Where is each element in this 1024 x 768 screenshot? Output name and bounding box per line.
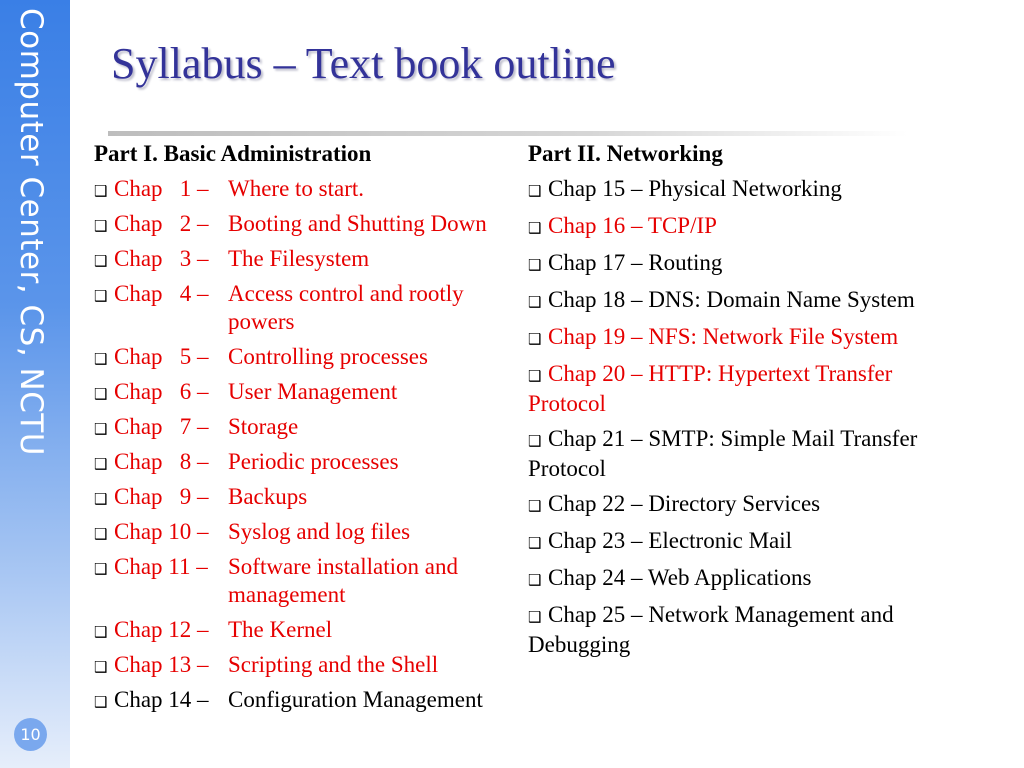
- checkbox-bullet-icon: ❑: [528, 534, 542, 552]
- chapter-lead: [528, 491, 643, 516]
- chapter-lead: [94, 553, 208, 583]
- chapter-title: Web Applications: [647, 565, 812, 590]
- chapter-title: DNS: Domain Name System: [648, 287, 915, 312]
- chapter-item: [528, 323, 968, 353]
- checkbox-bullet-icon: ❑: [528, 608, 542, 626]
- chapter-number: Chap 3 –: [114, 246, 209, 271]
- chapter-lead: [528, 602, 643, 627]
- chapter-lead: [94, 616, 209, 646]
- chapter-title: Directory Services: [648, 491, 821, 516]
- checkbox-bullet-icon: ❑: [528, 367, 542, 385]
- chapter-title: User Management: [228, 379, 398, 404]
- chapter-number: Chap 14 –: [114, 687, 209, 712]
- checkbox-bullet-icon: ❑: [94, 623, 108, 641]
- chapter-title: Configuration Management: [228, 687, 483, 712]
- chapter-lead: [528, 528, 643, 553]
- chapter-title: Software installation and management: [228, 554, 458, 607]
- chapter-item: [94, 378, 522, 406]
- checkbox-bullet-icon: ❑: [528, 182, 542, 200]
- sidebar-label: Computer Center, CS, NCTU: [13, 8, 49, 456]
- chapter-number: Chap 10 –: [114, 519, 209, 544]
- checkbox-bullet-icon: ❑: [528, 571, 542, 589]
- chapter-number: Chap 16 –: [548, 213, 643, 238]
- chapter-item: [94, 280, 522, 336]
- part-2-heading: Part II. Networking: [528, 141, 723, 166]
- part-1-heading: Part I. Basic Administration: [94, 141, 372, 166]
- chapter-item: [528, 286, 968, 316]
- checkbox-bullet-icon: ❑: [94, 182, 108, 200]
- chapter-title: HTTP: Hypertext Transfer Protocol: [528, 361, 893, 416]
- chapter-item: [528, 527, 968, 557]
- chapter-title: Periodic processes: [228, 449, 399, 474]
- checkbox-bullet-icon: ❑: [94, 385, 108, 403]
- chapter-title: Syslog and log files: [228, 519, 411, 544]
- chapter-number: Chap 6 –: [114, 379, 209, 404]
- chapter-item: [94, 518, 522, 546]
- chapter-item: [528, 601, 968, 659]
- chapter-lead: [94, 280, 209, 310]
- part-2-chapter-list: [528, 175, 968, 659]
- chapter-item: [94, 245, 522, 273]
- checkbox-bullet-icon: ❑: [94, 693, 108, 711]
- chapter-title: NFS: Network File System: [648, 324, 899, 349]
- checkbox-bullet-icon: ❑: [528, 293, 542, 311]
- chapter-lead: [528, 250, 643, 275]
- chapter-number: Chap 9 –: [114, 484, 209, 509]
- chapter-number: Chap 13 –: [114, 652, 209, 677]
- chapter-number: Chap 23 –: [548, 528, 643, 553]
- chapter-lead: [528, 176, 643, 201]
- checkbox-bullet-icon: ❑: [94, 287, 108, 305]
- chapter-lead: [94, 518, 209, 548]
- checkbox-bullet-icon: ❑: [94, 525, 108, 543]
- checkbox-bullet-icon: ❑: [528, 432, 542, 450]
- checkbox-bullet-icon: ❑: [528, 219, 542, 237]
- chapter-number: Chap 15 –: [548, 176, 643, 201]
- checkbox-bullet-icon: ❑: [528, 256, 542, 274]
- checkbox-bullet-icon: ❑: [94, 490, 108, 508]
- part-2-column: [528, 140, 968, 666]
- chapter-item: [528, 249, 968, 279]
- checkbox-bullet-icon: ❑: [94, 350, 108, 368]
- chapter-title: The Filesystem: [228, 246, 370, 271]
- part-1-chapter-list: [94, 175, 522, 714]
- chapter-lead: [94, 378, 209, 408]
- checkbox-bullet-icon: ❑: [94, 252, 108, 270]
- slide-title: Syllabus – Text book outline: [111, 39, 616, 88]
- checkbox-bullet-icon: ❑: [94, 658, 108, 676]
- chapter-title: Storage: [228, 414, 299, 439]
- title-divider: [108, 131, 908, 136]
- chapter-title: TCP/IP: [647, 213, 717, 238]
- chapter-number: Chap 4 –: [114, 281, 209, 306]
- chapter-title: Routing: [648, 250, 723, 275]
- chapter-number: Chap 21 –: [548, 426, 643, 451]
- chapter-item: [94, 175, 522, 203]
- chapter-title: Controlling processes: [228, 344, 428, 369]
- chapter-title: The Kernel: [228, 617, 333, 642]
- chapter-number: Chap 20 –: [548, 361, 643, 386]
- chapter-item: [94, 651, 522, 679]
- chapter-item: [528, 564, 968, 594]
- chapter-number: Chap 5 –: [114, 344, 209, 369]
- chapter-number: Chap 24 –: [548, 565, 643, 590]
- chapter-number: Chap 19 –: [548, 324, 643, 349]
- checkbox-bullet-icon: ❑: [94, 420, 108, 438]
- chapter-number: Chap 25 –: [548, 602, 643, 627]
- chapter-item: [94, 210, 522, 238]
- chapter-number: Chap 7 –: [114, 414, 209, 439]
- chapter-lead: [94, 245, 209, 275]
- chapter-lead: [94, 686, 209, 716]
- chapter-number: Chap 22 –: [548, 491, 643, 516]
- chapter-lead: [94, 210, 209, 240]
- chapter-item: [528, 175, 968, 205]
- chapter-item: [94, 686, 522, 714]
- checkbox-bullet-icon: ❑: [94, 455, 108, 473]
- chapter-number: Chap 11 –: [114, 554, 208, 579]
- chapter-lead: [94, 651, 209, 681]
- part-1-column: [94, 140, 522, 721]
- chapter-title: Backups: [228, 484, 308, 509]
- chapter-item: [94, 413, 522, 441]
- chapter-item: [94, 483, 522, 511]
- chapter-lead: [528, 324, 643, 349]
- checkbox-bullet-icon: ❑: [528, 497, 542, 515]
- page-number-badge: 10: [14, 718, 47, 751]
- chapter-number: Chap 1 –: [114, 176, 209, 201]
- chapter-item: [94, 343, 522, 371]
- chapter-title: Where to start.: [228, 176, 365, 201]
- chapter-item: [94, 553, 522, 609]
- chapter-lead: [528, 213, 643, 238]
- chapter-lead: [94, 448, 209, 478]
- chapter-item: [94, 448, 522, 476]
- chapter-number: Chap 2 –: [114, 211, 209, 236]
- chapter-item: [528, 360, 968, 418]
- chapter-number: Chap 8 –: [114, 449, 209, 474]
- chapter-lead: [528, 361, 643, 386]
- chapter-number: Chap 18 –: [548, 287, 643, 312]
- chapter-lead: [528, 565, 643, 590]
- chapter-item: [528, 490, 968, 520]
- chapter-item: [94, 616, 522, 644]
- chapter-lead: [94, 343, 209, 373]
- chapter-number: Chap 12 –: [114, 617, 209, 642]
- chapter-title: Scripting and the Shell: [228, 652, 439, 677]
- chapter-lead: [94, 175, 209, 205]
- chapter-lead: [94, 483, 209, 513]
- chapter-lead: [528, 426, 643, 451]
- chapter-title: Physical Networking: [648, 176, 842, 201]
- chapter-title: Electronic Mail: [648, 528, 793, 553]
- chapter-item: [528, 212, 968, 242]
- sidebar: [0, 0, 70, 768]
- chapter-lead: [528, 287, 643, 312]
- checkbox-bullet-icon: ❑: [94, 217, 108, 235]
- chapter-item: [528, 425, 968, 483]
- checkbox-bullet-icon: ❑: [94, 560, 108, 578]
- chapter-title: Network Management and Debugging: [528, 602, 894, 657]
- chapter-title: SMTP: Simple Mail Transfer Protocol: [528, 426, 918, 481]
- chapter-title: Access control and rootly powers: [228, 281, 464, 334]
- chapter-lead: [94, 413, 209, 443]
- chapter-number: Chap 17 –: [548, 250, 643, 275]
- checkbox-bullet-icon: ❑: [528, 330, 542, 348]
- chapter-title: Booting and Shutting Down: [228, 211, 487, 236]
